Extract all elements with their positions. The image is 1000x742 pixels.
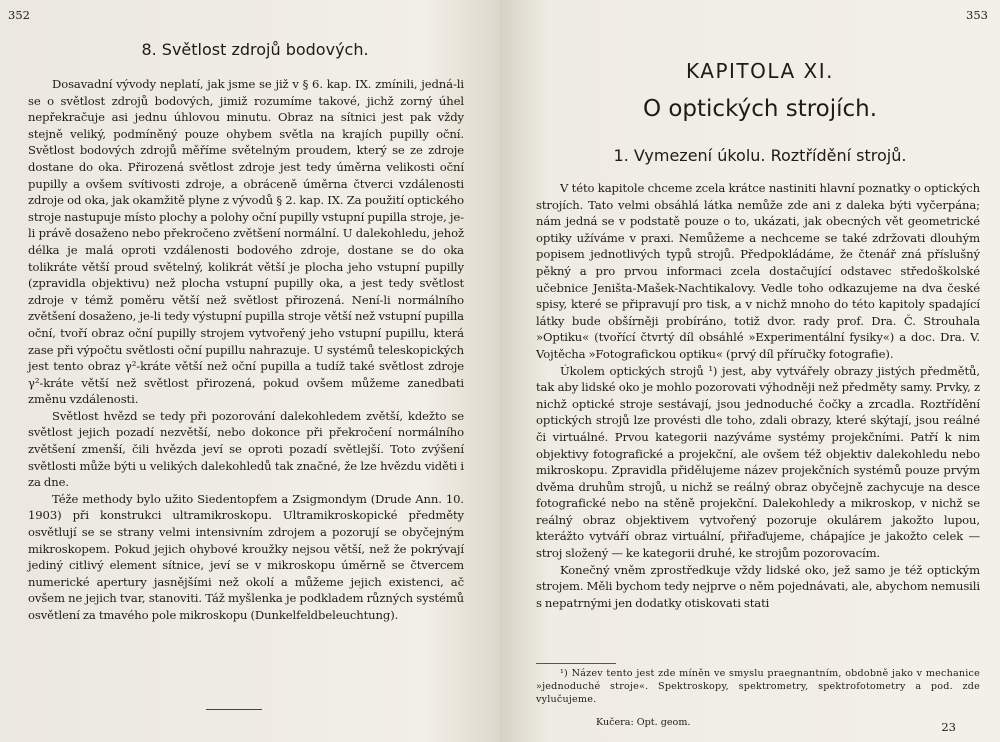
page-number: 352 xyxy=(8,8,30,22)
end-rule xyxy=(206,709,262,710)
page-number: 353 xyxy=(966,8,988,22)
right-page xyxy=(500,0,1000,742)
footnote-rule xyxy=(536,663,616,664)
paragraph: Konečný vněm zprostředkuje vždy lidské oko, jež samo je též optickým strojem. Měli bychom tedy nejprve o něm pojednávati, ale, abychom nemusili s nepatrnými jen dodatky otiskovati stati xyxy=(536,562,980,610)
chapter-label: KAPITOLA XI. xyxy=(686,59,834,83)
paragraph: Téže methody bylo užito Siedentopfem a Zsigmondym (Drude Ann. 10. 1903) při konstrukci ultramikroskopu. Ultramikroskopické předměty osvětlují se se strany velmi intensivním zdrojem a pozorují se obyčejným mikroskopem. Pokud jejich ohybové kroužky nejsou větší, než že pokrývají jediný citlivý element sítnice, jeví se v mikroskopu úměrně se čtvercem numerické apertury jasnějšími než okolí a můžeme jejich existenci, ač ovšem ne jejich tvar, stanoviti. Táž myšlenka je podkladem různých systémů osvětlení za tmavého pole mikroskopu (Dunkelfeldbeleuchtung). xyxy=(28,491,464,622)
paragraph: Dosavadní vývody neplatí, jak jsme se již v § 6. kap. IX. zmínili, jedná-li se o světlost zdrojů bodových, jimiž rozumíme takové, jichž zorný úhel nepřekračuje asi jednu úhlovou minutu. Obraz na sítnici jest pak vždy stejně veliký, podmíněný pouze ohybem světla na krajích pupilly oční. Světlost bodových zdrojů měříme světelným proudem, který se ze zdroje dostane do oka. Přirozená světlost zdroje jest tedy úměrna velikosti oční pupilly a ovšem svítivosti zdroje, a obráceně úměrna čtverci vzdálenosti zdroje od oka, jak okamžitě plyne z vývodů § 2. kap. IX. Za použití optického stroje nastupuje místo plochy a polohy oční pupilly vstupní pupilla stroje, je-li právě dosaženo nebo překročeno zvětšení normální. U dalekohledu, jehož délka je malá oproti vzdálenosti bodového zdroje, dostane se do oka tolikráte větší proud světelný, kolikrát větší je plocha jeho vstupní pupilly (zpravidla objektivu) než plocha vstupní pupilly oka, a jest tedy světlost zdroje v témž poměru větší než světlost přirozená. Není-li normálního zvětšení dosaženo, je-li tedy výstupní pupilla stroje větší než vstupní pupilla oční, tvoří obraz oční pupilly strojem vytvořený jeho vstupní pupillu, která zase při výpočtu světlosti oční pupillu nahrazuje. U systémů teleskopických jest tento obraz γ²-kráte větší než oční pupilla a tudíž také světlost zdroje γ²-kráte větší než světlost přirozená, pokud ovšem můžeme zanedbati změnu vzdálenosti. xyxy=(28,77,464,407)
footnote-text: ¹) Název tento jest zde míněn ve smyslu praegnantním, obdobně jako v mechanice »jednoduché stroje«. Spektroskopy, spektrometry, spektrofotometry a pod. zde vylučujeme. xyxy=(536,668,980,705)
footnote xyxy=(536,667,980,706)
paragraph: Úkolem optických strojů ¹) jest, aby vytvářely obrazy jistých předmětů, tak aby lidské oko je mohlo pozorovati výhodněji než předměty samy. Prvky, z nichž optické stroje sestávají, jsou jednoduché čočky a zrcadla. Roztřídění optických strojů lze provésti dle toho, zdali obrazy, které skýtají, jsou reálné či virtuálné. Prvou kategorii nazýváme systémy projekčními. Patří k nim objektivy fotografické a projekční, ale ovšem též objektiv dalekohledu nebo mikroskopu. Zpravidla přidělujeme název projekčních systémů pouze prvým dvěma druhům strojů, u nichž se reálný obraz obyčejně zachycuje na desce fotografické nebo na stěně projekční. Dalekohledy a mikroskop, v nichž se reálný obraz objektivem vytvořený pozoruje okulárem jakožto lupou, kterážto vytváří obraz virtuální, přiřaďujeme, chápajíce je jakožto celek — stroj složený — ke kategorii druhé, ke strojům pozorovacím. xyxy=(536,363,980,561)
body-text xyxy=(536,180,980,611)
paragraph: V této kapitole chceme zcela krátce nastiniti hlavní poznatky o optických strojích. Tato velmi obsáhlá látka nemůže zde ani z daleka býti vyčerpána; nám jedná se v podstatě pouze o to, ukázati, jak obecných vět geometrické optiky užíváme v praxi. Nemůžeme a nechceme se také zdržovati dlouhým popisem jednotlivých typů strojů. Předpokládáme, že čtenář zná příslušný pěkný a pro prvou informaci zcela dostačující odstavec středoškolské učebnice Jeništa-Mašek-Nachtikalovy. Vedle toho odkazujeme na dva české spisy, které se připravují pro tisk, a v nichž mnoho do této kapitoly spadající látky bude obšírněji probíráno, totiž dvor. rady prof. Dra. Č. Strouhala »Optiku« (tvořící čtvrtý díl obsáhlé »Experimentální fysiky«) a doc. Dra. V. Vojtěcha »Fotografickou optiku« (prvý díl příručky fotografie). xyxy=(536,181,980,361)
chapter-title: O optických strojích. xyxy=(642,96,878,122)
signature-number: 23 xyxy=(941,720,956,734)
section-title: 1. Vymezení úkolu. Roztřídění strojů. xyxy=(613,146,907,165)
body-text xyxy=(28,76,464,624)
section-title: 8. Světlost zdrojů bodových. xyxy=(141,40,369,59)
paragraph: Světlost hvězd se tedy při pozorování dalekohledem zvětší, kdežto se světlost jejich pozadí nezvětší, nebo dokonce při překročení normálního zvětšení zmenší, čili hvězda jeví se oproti pozadí světlejší. Toto zvýšení světlosti může býti u velikých dalekohledů tak značné, že lze hvězdu viděti i za dne. xyxy=(28,408,464,490)
signature-mark: Kučera: Opt. geom. xyxy=(596,717,691,728)
